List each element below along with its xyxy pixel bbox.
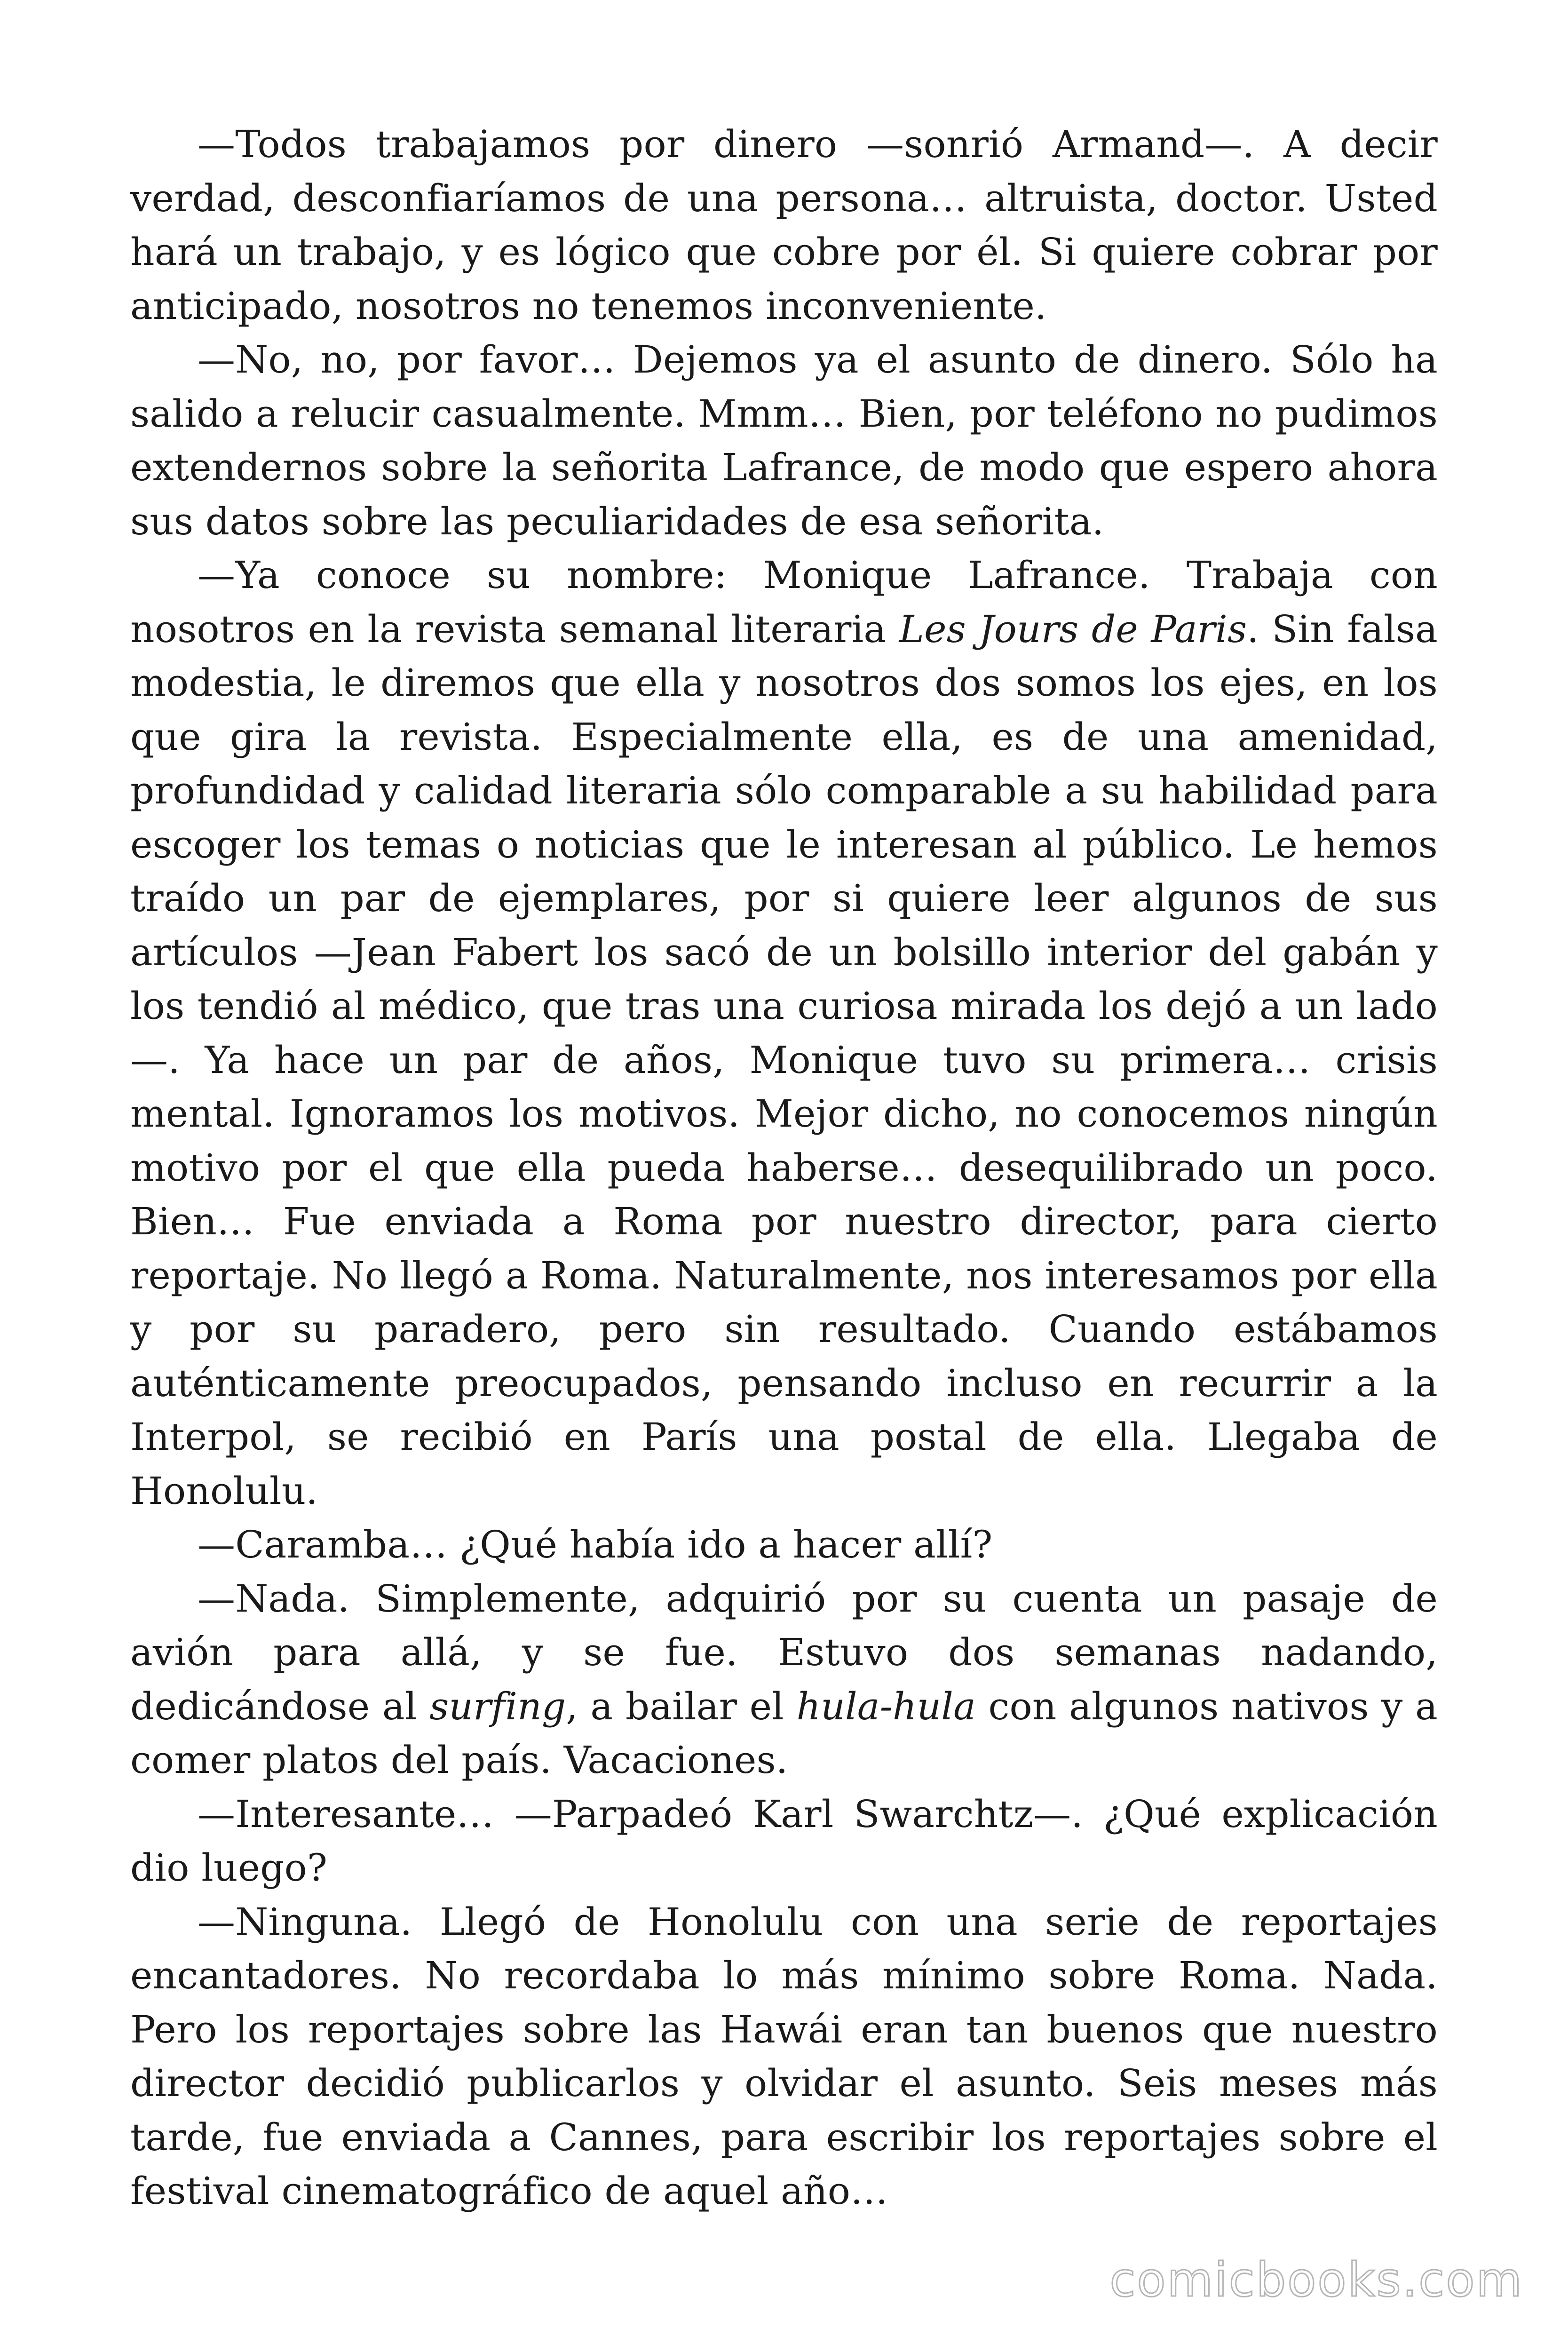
page-text bbox=[130, 118, 1438, 2218]
text-run: —Caramba… ¿Qué había ido a hacer allí? bbox=[198, 1523, 993, 1566]
text-run: —Ninguna. Llegó de Honolulu con una serie de reportajes encantadores. No recordaba lo más mínimo sobre Roma. Nada. Pero los reportajes sobre las Hawái eran tan buenos que nuestro director decidió publicarlos y olvidar el asunto. Seis meses más tarde, fue enviada a Cannes, para escribir los reportajes sobre el festival cinematográfico de aquel año… bbox=[130, 1899, 1438, 2213]
watermark-text: comicbooks.com bbox=[1109, 2252, 1523, 2307]
text-run: —Nada. Simplemente, adquirió por su cuenta un pasaje de avión para allá, y se fue. Estuvo dos semanas nadando, dedicándose al bbox=[130, 1576, 1438, 1728]
italic-word: surfing bbox=[429, 1684, 566, 1728]
paragraph bbox=[130, 1518, 1438, 1572]
paragraph bbox=[130, 1788, 1438, 1895]
paragraph bbox=[130, 118, 1438, 333]
paragraph bbox=[130, 333, 1438, 548]
text-run: —Todos trabajamos por dinero —sonrió Armand—. A decir verdad, desconfiaríamos de una persona… altruista, doctor. Usted hará un trabajo, y es lógico que cobre por él. Si quiere cobrar por anticipado, nosotros no tenemos inconveniente. bbox=[130, 122, 1438, 328]
text-run: —Interesante… —Parpadeó Karl Swarchtz—. ¿Qué explicación dio luego? bbox=[130, 1792, 1438, 1890]
paragraph bbox=[130, 548, 1438, 1518]
text-run: . Sin falsa modestia, le diremos que ella y nosotros dos somos los ejes, en los que gira la revista. Especialmente ella, es de una amenidad, profundidad y calidad literaria sólo comparable a su habilidad para escoger los temas o noticias que le interesan al público. Le hemos traído un par de ejemplares, por si quiere leer algunos de sus artículos —Jean Fabert los sacó de un bolsillo interior del gabán y los tendió al médico, que tras una curiosa mirada los dejó a un lado —. Ya hace un par de años, Monique tuvo su primera… crisis mental. Ignoramos los motivos. Mejor dicho, no conocemos ningún motivo por el que ella pueda haberse… desequilibrado un poco. Bien… Fue enviada a Roma por nuestro director, para cierto reportaje. No llegó a Roma. Naturalmente, nos interesamos por ella y por su paradero, pero sin resultado. Cuando estábamos auténticamente preocupados, pensando incluso en recurrir a la Interpol, se recibió en París una postal de ella. Llegaba de Honolulu. bbox=[130, 607, 1438, 1513]
text-run: , a bailar el bbox=[566, 1684, 797, 1728]
text-run: con algunos nativos y a comer platos del país. Vacaciones. bbox=[130, 1684, 1438, 1782]
italic-title: Les Jours de Paris bbox=[899, 607, 1247, 651]
paragraph bbox=[130, 1572, 1438, 1788]
text-run: —No, no, por favor… Dejemos ya el asunto de dinero. Sólo ha salido a relucir casualmente. Mmm… Bien, por teléfono no pudimos extendernos sobre la señorita Lafrance, de modo que espero ahora sus datos sobre las peculiaridades de esa señorita. bbox=[130, 338, 1438, 543]
paragraph bbox=[130, 1895, 1438, 2218]
italic-word: hula-hula bbox=[796, 1684, 976, 1728]
text-run: —Ya conoce su nombre: Monique Lafrance. Trabaja con nosotros en la revista semanal literaria bbox=[130, 553, 1438, 651]
